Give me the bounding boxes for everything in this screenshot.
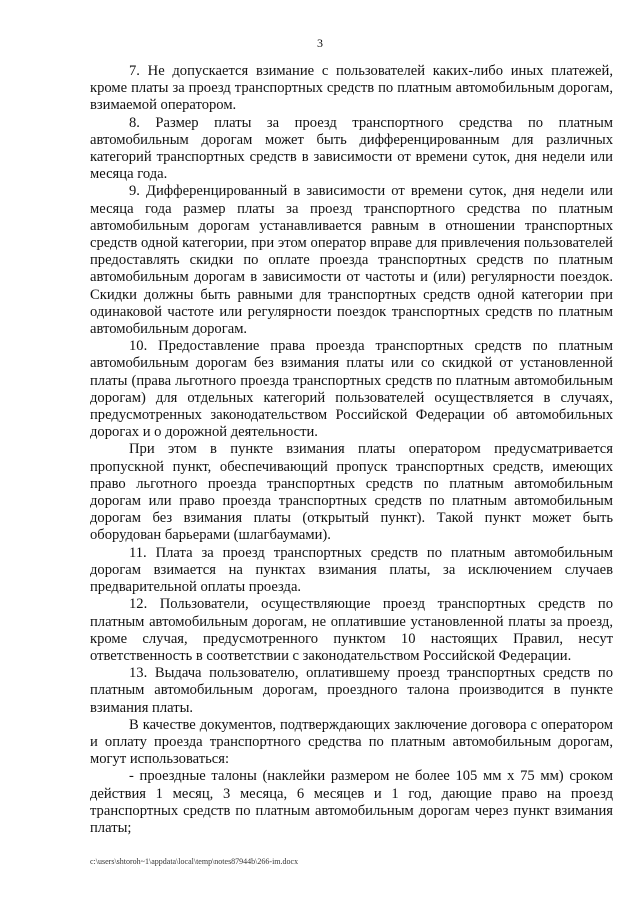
list-item-travel-tickets: - проездные талоны (наклейки размером не более 105 мм х 75 мм) сроком действия 1 месяц, 3 месяца, 6 месяцев и 1 год, дающие право на проезд транспортных средств по платным автомобильным дорогам через пункт взимания платы; [90, 768, 613, 836]
paragraph-9: 9. Дифференцированный в зависимости от времени суток, дня недели или месяца года размер платы за проезд транспортного средства по платным автомобильным дорогам устанавливается равным в отношении транспортных средств одной категории, при этом оператор вправе для привлечения пользователей предоставлять скидки по оплате проезда транспортных средств по платным автомобильным дорогам в зависимости от частоты и (или) регулярности поездок. Скидки должны быть равными для транспортных средств одной категории при одинаковой частоте или регулярности поездок транспортных средств по платным автомобильным дорогам. [90, 183, 613, 338]
page-number: 3 [317, 36, 323, 50]
paragraph-13-documents-intro: В качестве документов, подтверждающих заключение договора с оператором и оплату проезда транспортного средства по платным автомобильным дорогам, могут использоваться: [90, 716, 613, 768]
paragraph-12: 12. Пользователи, осуществляющие проезд транспортных средств по платным автомобильным дорогам, не оплатившие установленной платы за проезд, кроме случая, предусмотренного пунктом 10 настоящих Правил, несут ответственность в соответствии с законодательством Российской Федерации. [90, 596, 613, 664]
paragraph-13: 13. Выдача пользователю, оплатившему проезд транспортных средств по платным автомобильным дорогам, проездного талона производится в пункте взимания платы. [90, 665, 613, 716]
paragraph-8: 8. Размер платы за проезд транспортного средства по платным автомобильным дорогам может быть дифференцированным для различных категорий транспортных средств в зависимости от времени суток, дня недели или месяца года. [90, 114, 613, 183]
paragraph-10: 10. Предоставление права проезда транспортных средств по платным автомобильным дорогам без взимания платы или со скидкой от установленной платы (права льготного проезда транспортных средств по платным автомобильным дорогам) для отдельных категорий пользователей осуществляется в случаях, предусмотренных законодательством Российской Федерации об автомобильных дорогах и о дорожной деятельности. [90, 338, 613, 441]
document-body [90, 63, 613, 837]
paragraph-11: 11. Плата за проезд транспортных средств по платным автомобильным дорогам взимается на пунктах взимания платы, за исключением случаев предварительной оплаты проезда. [90, 544, 613, 596]
footer-file-path: c:\users\shtoroh~1\appdata\local\temp\notes87944b\266-im.docx [90, 857, 299, 866]
paragraph-7: 7. Не допускается взимание с пользователей каких-либо иных платежей, кроме платы за проезд транспортных средств по платным автомобильным дорогам, взимаемой оператором. [90, 63, 613, 114]
paragraph-10-continued: При этом в пункте взимания платы оператором предусматривается пропускной пункт, обеспечивающий пропуск транспортных средств, имеющих право льготного проезда транспортных средств по платным автомобильным дорогам или право проезда транспортных средств по платным автомобильным дорогам без взимания платы (открытый пункт). Такой пункт может быть оборудован барьерами (шлагбаумами). [90, 441, 613, 544]
